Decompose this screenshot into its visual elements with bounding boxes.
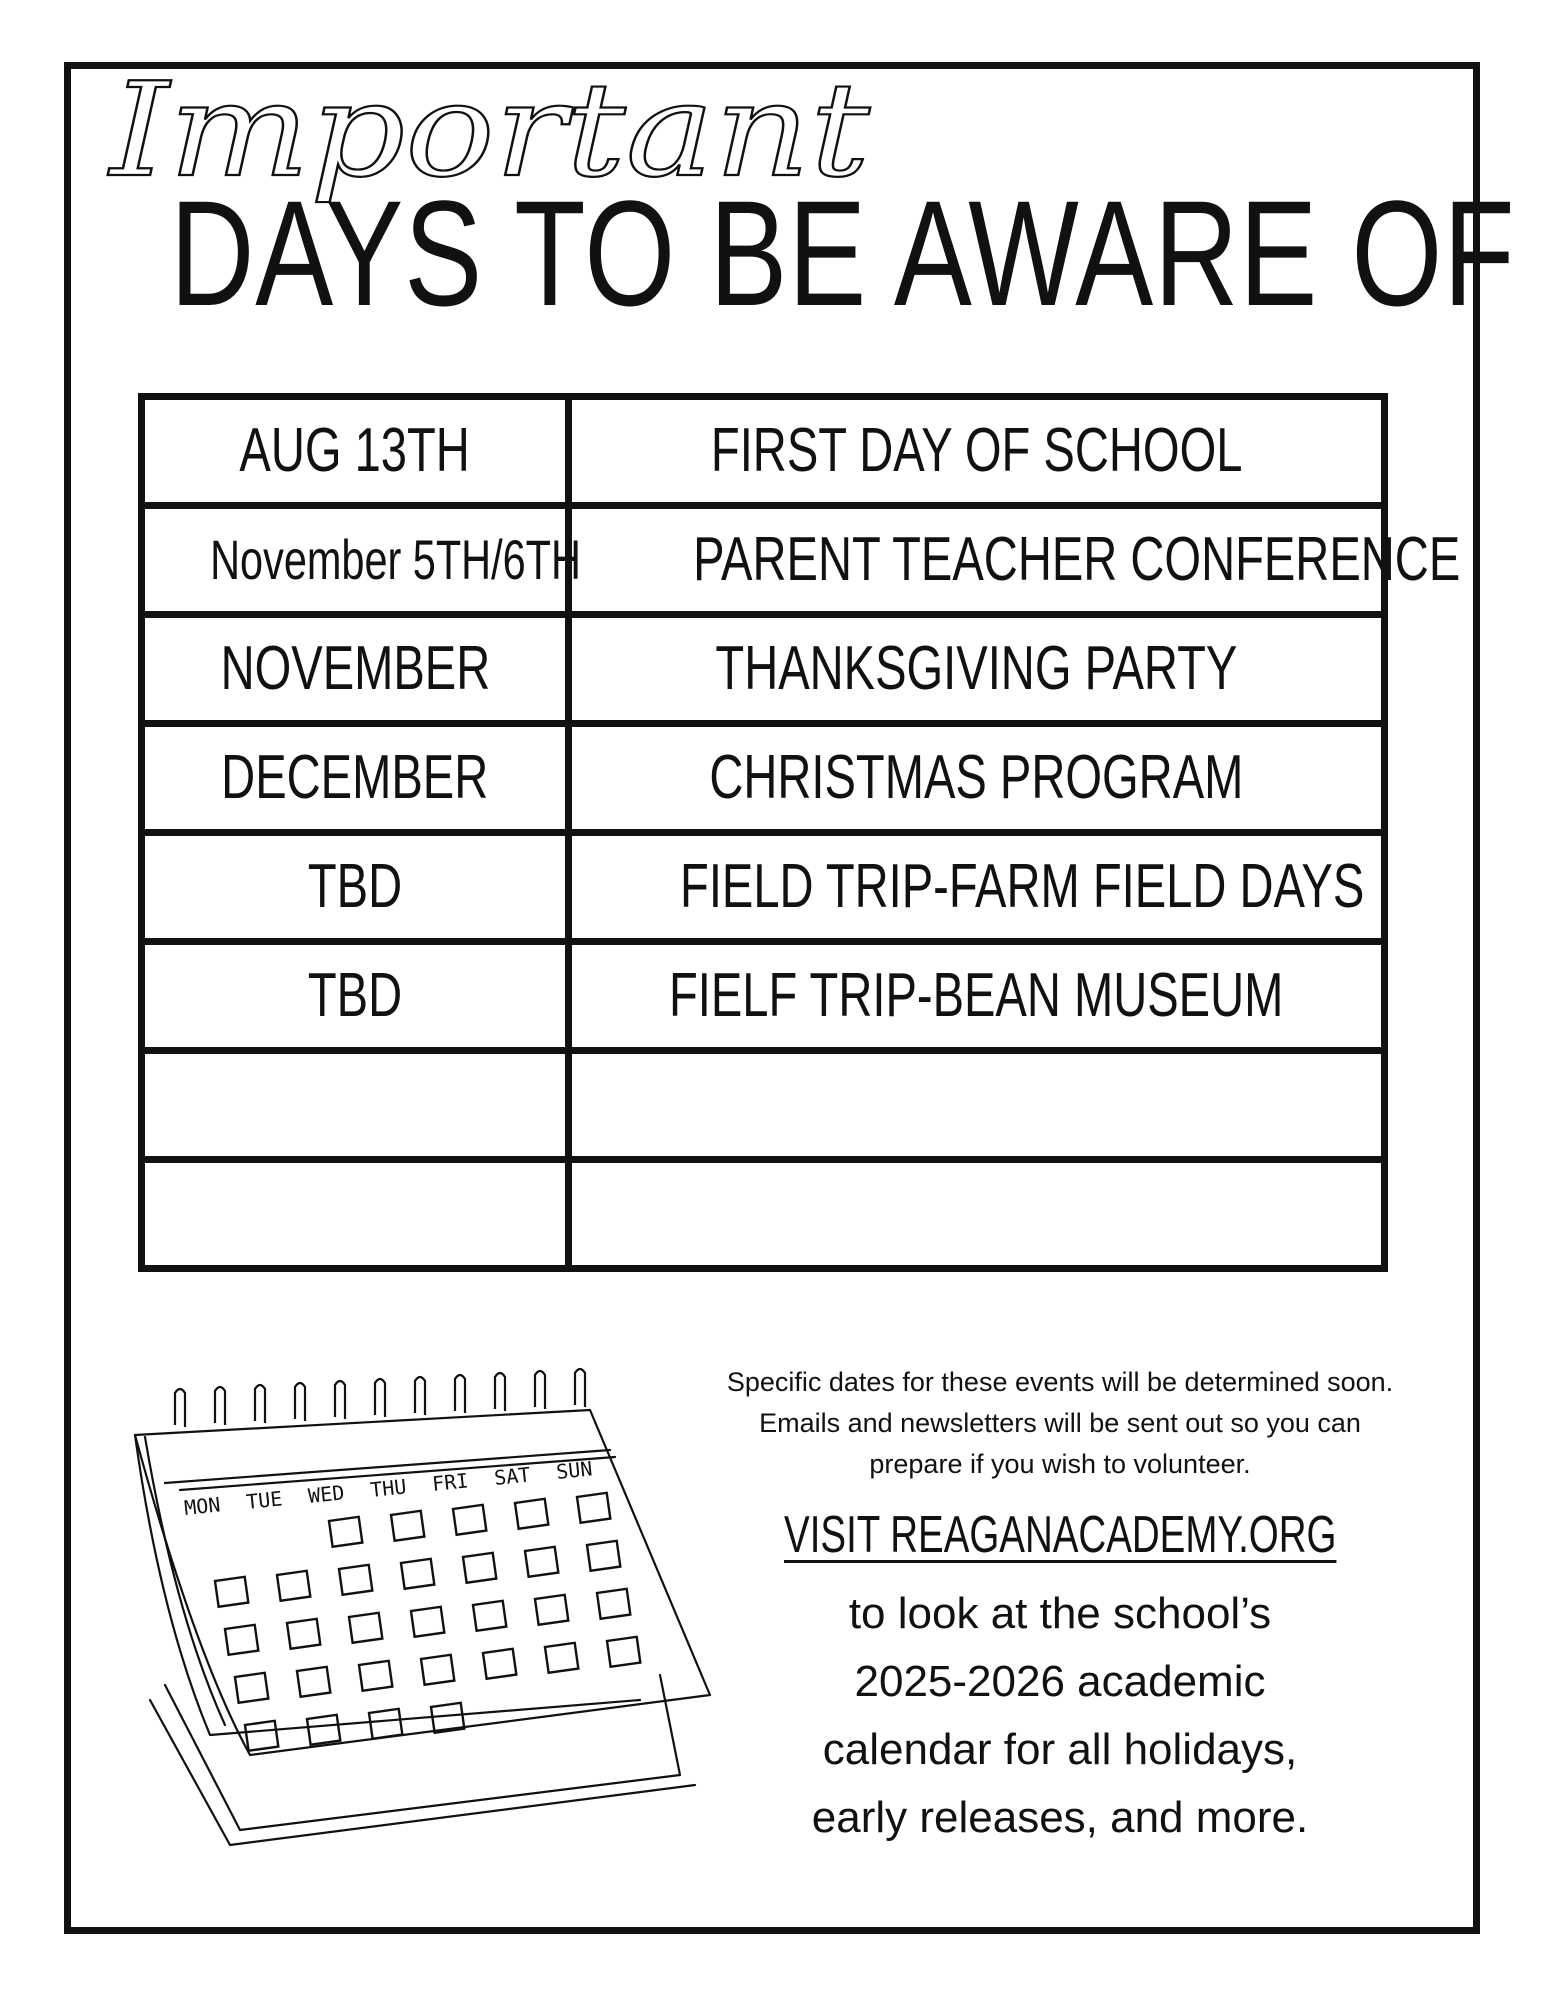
event-name-cell bbox=[569, 615, 1385, 724]
calendar-day-box bbox=[245, 1721, 278, 1751]
note-line: Specific dates for these events will be determined soon. bbox=[726, 1367, 1394, 1397]
event-date-cell bbox=[142, 724, 569, 833]
calendar-day-box bbox=[515, 1499, 548, 1529]
visit-text bbox=[740, 1580, 1380, 1852]
note-line: Emails and newsletters will be sent out so you can bbox=[759, 1408, 1361, 1438]
table-row bbox=[142, 506, 1385, 615]
binder-ring-icon bbox=[375, 1379, 385, 1417]
event-date: AUG 13TH bbox=[239, 416, 471, 485]
calendar-day-box bbox=[287, 1619, 320, 1649]
calendar-day-box bbox=[215, 1577, 248, 1607]
calendar-day-box bbox=[545, 1643, 578, 1673]
calendar-day-box bbox=[349, 1613, 382, 1643]
weekday-label: THU bbox=[369, 1474, 408, 1502]
calendar-day-box bbox=[277, 1571, 310, 1601]
event-name-cell bbox=[569, 724, 1385, 833]
binder-ring-icon bbox=[175, 1389, 185, 1427]
weekday-label: MON bbox=[183, 1492, 222, 1520]
visit-line: to look at the school’s bbox=[848, 1589, 1272, 1638]
binder-ring-icon bbox=[495, 1373, 505, 1411]
weekday-label: SUN bbox=[555, 1456, 594, 1484]
event-date: DECEMBER bbox=[221, 743, 489, 812]
visit-line: 2025-2026 academic bbox=[854, 1657, 1266, 1706]
weekday-label: WED bbox=[307, 1480, 346, 1508]
event-date-cell bbox=[142, 942, 569, 1051]
binder-ring-icon bbox=[415, 1377, 425, 1415]
calendar-day-box bbox=[463, 1553, 496, 1583]
calendar-day-box bbox=[411, 1607, 444, 1637]
calendar-day-box bbox=[329, 1517, 362, 1547]
script-title-text: Important bbox=[107, 60, 871, 206]
binder-ring-icon bbox=[255, 1385, 265, 1423]
event-name-cell bbox=[569, 506, 1461, 615]
calendar-day-box bbox=[607, 1637, 640, 1667]
weekday-label: TUE bbox=[245, 1486, 284, 1514]
event-name: FIELF TRIP-BEAN MUSEUM bbox=[669, 961, 1284, 1030]
website-link[interactable]: VISIT REAGANACADEMY.ORG bbox=[783, 1506, 1337, 1564]
table-row bbox=[142, 942, 1385, 1051]
calendar-day-box bbox=[339, 1565, 372, 1595]
calendar-day-box bbox=[307, 1715, 340, 1745]
event-name-cell bbox=[569, 833, 1385, 942]
calendar-day-box bbox=[577, 1493, 610, 1523]
event-name: CHRISTMAS PROGRAM bbox=[709, 743, 1244, 812]
event-date-cell bbox=[142, 397, 569, 506]
event-date: NOVEMBER bbox=[220, 634, 490, 703]
calendar-day-box bbox=[369, 1709, 402, 1739]
event-name-cell bbox=[569, 1051, 1385, 1160]
event-name-cell bbox=[569, 397, 1385, 506]
calendar-day-box bbox=[391, 1511, 424, 1541]
event-name-cell bbox=[569, 1160, 1385, 1269]
event-date-cell bbox=[142, 506, 581, 615]
weekday-label: FRI bbox=[431, 1468, 470, 1496]
binder-ring-icon bbox=[215, 1387, 225, 1425]
event-date-cell bbox=[142, 615, 569, 724]
event-name: THANKSGIVING PARTY bbox=[715, 634, 1238, 703]
calendar-day-box bbox=[225, 1625, 258, 1655]
table-row bbox=[142, 833, 1385, 942]
visit-line: early releases, and more. bbox=[811, 1793, 1309, 1842]
calendar-day-box bbox=[359, 1661, 392, 1691]
binder-ring-icon bbox=[295, 1383, 305, 1421]
event-name: PARENT TEACHER CONFERENCE bbox=[693, 525, 1461, 594]
binder-ring-icon bbox=[455, 1375, 465, 1413]
calendar-day-box bbox=[535, 1595, 568, 1625]
calendar-day-box bbox=[587, 1541, 620, 1571]
calendar-day-box bbox=[597, 1589, 630, 1619]
binder-ring-icon bbox=[535, 1371, 545, 1409]
event-date-cell bbox=[142, 833, 569, 942]
calendar-day-box bbox=[401, 1559, 434, 1589]
binder-ring-icon bbox=[335, 1381, 345, 1419]
event-date-cell bbox=[142, 1160, 569, 1269]
calendar-day-box bbox=[473, 1601, 506, 1631]
calendar-day-box bbox=[235, 1673, 268, 1703]
visit-line: calendar for all holidays, bbox=[822, 1725, 1298, 1774]
event-date: TBD bbox=[307, 961, 403, 1030]
table-row bbox=[142, 724, 1385, 833]
calendar-day-box bbox=[297, 1667, 330, 1697]
table-row bbox=[142, 615, 1385, 724]
binder-ring-icon bbox=[575, 1369, 585, 1407]
calendar-day-box bbox=[525, 1547, 558, 1577]
event-date: November 5TH/6TH bbox=[210, 528, 581, 591]
note-text bbox=[650, 1362, 1470, 1485]
event-date: TBD bbox=[307, 852, 403, 921]
calendar-day-box bbox=[453, 1505, 486, 1535]
table-row bbox=[142, 397, 1385, 506]
calendar-day-box bbox=[421, 1655, 454, 1685]
page-title: DAYS TO BE AWARE OF bbox=[169, 169, 1516, 337]
events-table bbox=[138, 393, 1461, 1272]
event-name: FIRST DAY OF SCHOOL bbox=[710, 416, 1243, 485]
calendar-day-box bbox=[483, 1649, 516, 1679]
note-line: prepare if you wish to volunteer. bbox=[869, 1449, 1251, 1479]
event-name-cell bbox=[569, 942, 1385, 1051]
weekday-label: SAT bbox=[493, 1462, 532, 1490]
visit-heading bbox=[650, 1505, 1470, 1565]
event-date-cell bbox=[142, 1051, 569, 1160]
table-row bbox=[142, 1160, 1385, 1269]
table-row bbox=[142, 1051, 1385, 1160]
event-name: FIELD TRIP-FARM FIELD DAYS bbox=[680, 852, 1365, 921]
